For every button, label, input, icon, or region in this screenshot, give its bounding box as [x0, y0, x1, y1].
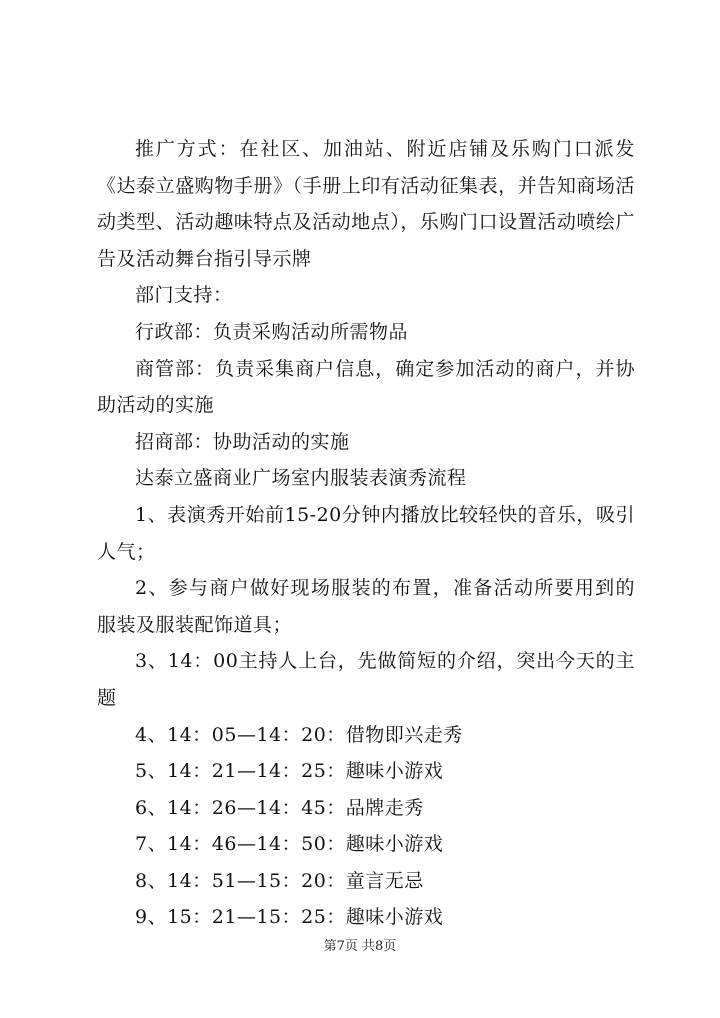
- list-item: 5、14：21—14：25：趣味小游戏: [135, 760, 444, 783]
- list-item: 8、14：51—15：20：童言无忌: [135, 869, 424, 892]
- paragraph-department-support: 部门支持：: [135, 284, 233, 307]
- list-item: 9、15：21—15：25：趣味小游戏: [135, 906, 444, 929]
- page-number-footer: 第7页 共8页: [323, 939, 397, 954]
- list-item: 7、14：46—14：50：趣味小游戏: [135, 833, 444, 856]
- document-body: [97, 131, 635, 936]
- section-heading-fashion-show: 达泰立盛商业广场室内服装表演秀流程: [135, 467, 467, 490]
- paragraph-admin-dept: 行政部：负责采购活动所需物品: [135, 320, 409, 343]
- paragraph-leasing-dept: 招商部：协助活动的实施: [135, 430, 350, 453]
- list-item: 4、14：05—14：20：借物即兴走秀: [135, 723, 463, 746]
- paragraph-promotion-method: 推广方式：在社区、加油站、附近店铺及乐购门口派发《达泰立盛购物手册》（手册上印有活动征集表，并告知商场活动类型、活动趣味特点及活动地点），乐购门口设置活动喷绘广告及活动舞台指引导示牌: [97, 138, 635, 270]
- list-item: 1、表演秀开始前15-20分钟内播放比较轻快的音乐，吸引人气；: [97, 503, 635, 563]
- paragraph-commercial-mgmt-dept: 商管部：负责采集商户信息，确定参加活动的商户，并协助活动的实施: [97, 357, 635, 417]
- list-item: 3、14：00主持人上台，先做简短的介绍，突出今天的主题: [97, 650, 635, 709]
- list-item: 2、参与商户做好现场服装的布置，准备活动所要用到的服装及服装配饰道具；: [97, 577, 635, 636]
- list-item: 6、14：26—14：45：品牌走秀: [135, 796, 424, 819]
